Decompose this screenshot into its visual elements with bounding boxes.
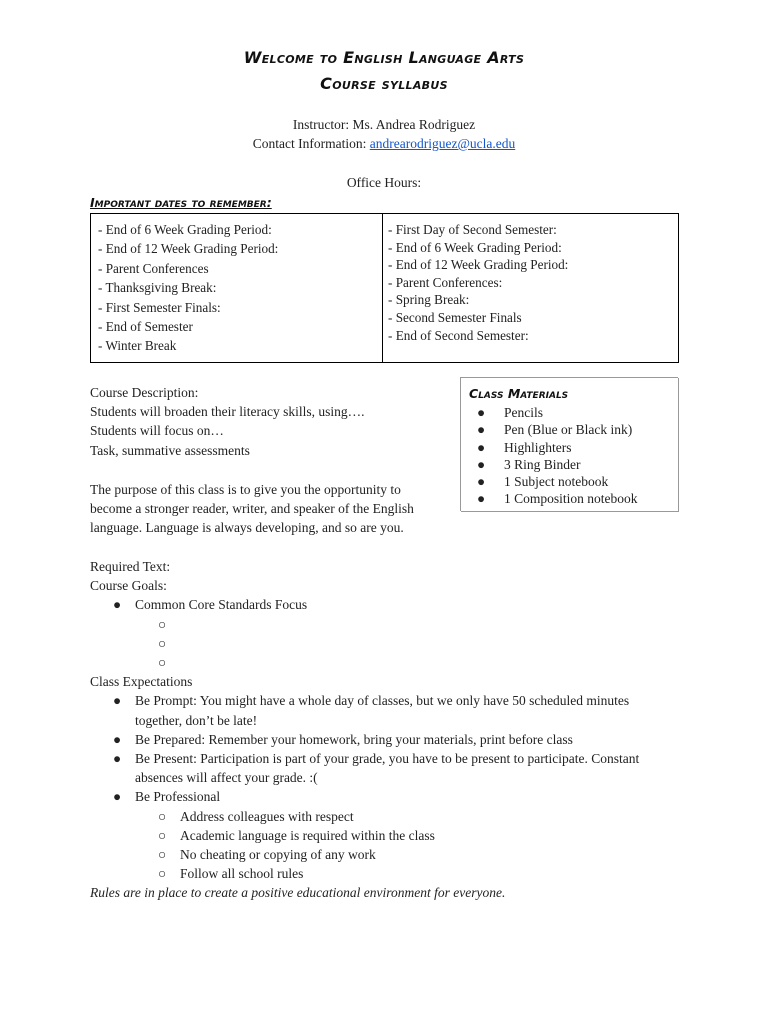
hollow-bullet-icon: ○ [158, 827, 167, 843]
date-item: - First Day of Second Semester: [388, 222, 557, 237]
list-item: ● 1 Subject notebook [477, 474, 609, 490]
bullet-icon: ● [113, 693, 122, 709]
date-item: - Spring Break: [388, 292, 470, 308]
contact-line [0, 136, 768, 152]
bullet-icon: ● [113, 751, 122, 767]
date-item: - End of Semester [98, 319, 193, 335]
purpose-line: The purpose of this class is to give you the opportunity to [90, 482, 401, 497]
professional-subitem: ○ No cheating or copying of any work [90, 845, 639, 864]
purpose-line: language. Language is always developing, and so are you. [90, 520, 404, 536]
contact-label: Contact Information: [252, 136, 370, 151]
class-expectations-heading: Class Expectations [90, 674, 193, 690]
date-item: - Parent Conferences [98, 260, 209, 276]
list-item: ● 3 Ring Binder [477, 456, 581, 472]
important-dates-label: Important dates to remember: [90, 195, 272, 210]
materials-list [477, 404, 638, 508]
instructor-line: Instructor: Ms. Andrea Rodriguez [292, 117, 476, 132]
bullet-icon: ● [477, 474, 486, 490]
professional-subitem: ○ Address colleagues with respect [90, 807, 639, 826]
date-item: - Winter Break [98, 338, 177, 354]
course-goals-label: Course Goals: [90, 578, 167, 594]
expectation-item: ● Be Prepared: Remember your homework, bring your materials, print before class [90, 730, 639, 749]
date-item: - First Semester Finals: [98, 299, 221, 315]
date-item: - Parent Conferences: [388, 274, 503, 290]
expectation-item: ● Be Present: Participation is part of your grade, you have to be present to participate. Constant [90, 749, 639, 768]
bullet-icon: ● [113, 597, 122, 613]
professional-subitem: ○ Follow all school rules [90, 864, 639, 883]
date-item: - End of 6 Week Grading Period: [98, 222, 272, 237]
bullet-icon: ● [477, 422, 486, 438]
expectation-item-continuation: together, don’t be late! [135, 712, 258, 728]
expectation-item-continuation: absences will affect your grade. :( [135, 770, 318, 786]
hollow-bullet-icon: ○ [158, 808, 167, 824]
course-description [90, 383, 364, 460]
list-item: ● Highlighters [477, 439, 572, 455]
bullet-icon: ● [113, 731, 122, 747]
office-hours-line: Office Hours: [346, 175, 422, 190]
hollow-bullet-icon: ○ [158, 616, 167, 632]
bullet-icon: ● [113, 789, 122, 805]
required-text-label: Required Text: [90, 559, 171, 574]
description-line: Students will broaden their literacy skills, using…. [90, 404, 365, 420]
date-item: - End of Second Semester: [388, 327, 529, 343]
contact-email-link[interactable]: andrearodriguez@ucla.edu [369, 136, 516, 151]
goal-subitem-empty [90, 615, 639, 634]
professional-subitem: ○ Academic language is required within the class [90, 826, 639, 845]
page-subtitle: Course syllabus [320, 74, 448, 93]
dates-column-first-semester [91, 214, 383, 362]
date-item: - End of 12 Week Grading Period: [388, 257, 569, 273]
hollow-bullet-icon: ○ [158, 635, 167, 651]
list-item: ● Pencils [477, 405, 543, 420]
page-title: Welcome to English Language Arts [243, 48, 525, 67]
class-materials-title: Class Materials [469, 386, 569, 401]
closing-statement: Rules are in place to create a positive educational environment for everyone. [90, 885, 506, 901]
bullet-icon: ● [477, 405, 486, 420]
bullet-icon: ● [477, 456, 486, 472]
goal-subitem-empty [90, 634, 639, 653]
important-dates-table [90, 213, 679, 363]
goal-subitem-empty [90, 653, 639, 672]
hollow-bullet-icon: ○ [158, 847, 167, 863]
expectation-item: ● Be Prompt: You might have a whole day of classes, but we only have 50 scheduled minutes [90, 691, 639, 710]
date-item: - Second Semester Finals [388, 309, 522, 325]
hollow-bullet-icon: ○ [158, 866, 167, 882]
date-item: - End of 12 Week Grading Period: [98, 241, 279, 257]
date-item: - Thanksgiving Break: [98, 280, 217, 296]
goal-item: ● Common Core Standards Focus [90, 595, 639, 614]
goals-and-expectations [90, 557, 639, 903]
list-item: ● Pen (Blue or Black ink) [477, 422, 633, 438]
bullet-icon: ● [477, 491, 486, 507]
description-line: Students will focus on… [90, 423, 224, 439]
dates-column-second-semester [383, 214, 678, 362]
hollow-bullet-icon: ○ [158, 655, 167, 671]
course-purpose [90, 480, 414, 538]
expectation-item: ● Be Professional [90, 787, 639, 806]
course-description-heading: Course Description: [90, 385, 199, 400]
class-materials-box [460, 377, 678, 511]
date-item: - End of 6 Week Grading Period: [388, 239, 562, 255]
bullet-icon: ● [477, 439, 486, 455]
list-item: ● 1 Composition notebook [477, 491, 638, 507]
purpose-line: become a stronger reader, writer, and speaker of the English [90, 501, 414, 517]
description-line: Task, summative assessments [90, 442, 250, 458]
